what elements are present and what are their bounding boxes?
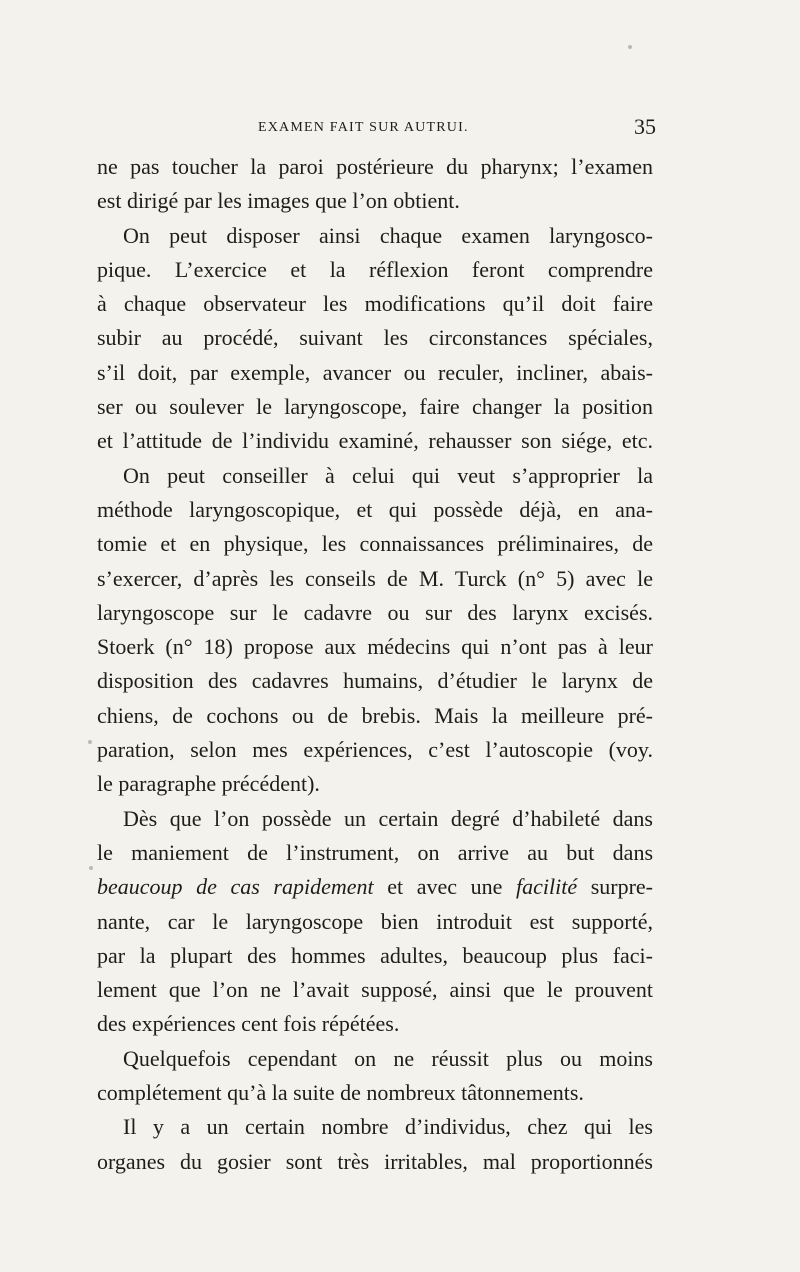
text-line: tomie et en physique, les connaissances préliminaires, de [97, 531, 653, 557]
text-line: ser ou soulever le laryngoscope, faire changer la position [97, 394, 653, 420]
text-line: méthode laryngoscopique, et qui possède déjà, en ana- [97, 496, 653, 522]
text-line: ne pas toucher la paroi postérieure du pharynx; l’examen [97, 154, 653, 179]
text-line: à chaque observateur les modifications qu’il doit faire [97, 291, 653, 317]
text-line: nante, car le laryngoscope bien introduit est supporté, [97, 908, 653, 934]
text-line: pique. L’exercice et la réflexion feront comprendre [97, 256, 653, 282]
italic-word: facilité [516, 874, 578, 900]
text-line: et l’attitude de l’individu examiné, rehausser son siége, etc. [97, 428, 653, 454]
page-number: 35 [634, 114, 656, 139]
text-line: le paragraphe précédent). [97, 771, 320, 797]
paragraph-start: On peut disposer ainsi chaque examen laryngosco- [123, 222, 653, 248]
text-line: est dirigé par les images que l’on obtient. [97, 188, 460, 214]
text-fragment: et avec une [373, 874, 516, 900]
paper-speck [88, 740, 92, 744]
text-line: subir au procédé, suivant les circonstances spéciales, [97, 325, 653, 351]
text-line: des expériences cent fois répétées. [97, 1011, 400, 1037]
running-head [98, 114, 660, 140]
paragraph-start: On peut conseiller à celui qui veut s’approprier la [123, 462, 653, 488]
text-line: disposition des cadavres humains, d’étudier le larynx de [97, 668, 653, 694]
text-line: chiens, de cochons ou de brebis. Mais la meilleure pré- [97, 702, 653, 728]
italic-phrase: beaucoup de cas rapidement [97, 874, 374, 900]
text-line: organes du gosier sont très irritables, mal proportionnés [97, 1148, 653, 1174]
text-line: s’il doit, par exemple, avancer ou reculer, incliner, abais- [97, 359, 653, 385]
running-title: EXAMEN FAIT SUR AUTRUI. [258, 120, 469, 135]
text-line: complétement qu’à la suite de nombreux tâtonnements. [97, 1080, 584, 1106]
body-text [97, 150, 653, 1179]
paper-speck [628, 45, 632, 49]
text-line-mixed [97, 870, 653, 904]
text-line: lement que l’on ne l’avait supposé, ainsi que le prouvent [97, 977, 653, 1003]
text-line: laryngoscope sur le cadavre ou sur des larynx excisés. [97, 599, 653, 625]
paragraph-start: Quelquefois cependant on ne réussit plus ou moins [123, 1045, 653, 1071]
text-line: le maniement de l’instrument, on arrive au but dans [97, 839, 653, 865]
text-line: par la plupart des hommes adultes, beaucoup plus faci- [97, 942, 653, 968]
text-fragment: surpre- [577, 874, 654, 900]
text-line: paration, selon mes expériences, c’est l’autoscopie (voy. [97, 737, 653, 763]
text-line: s’exercer, d’après les conseils de M. Turck (n° 5) avec le [97, 565, 653, 591]
text-line: Stoerk (n° 18) propose aux médecins qui n’ont pas à leur [97, 634, 653, 660]
paragraph-start: Dès que l’on possède un certain degré d’habileté dans [123, 805, 653, 831]
paper-speck [89, 866, 93, 870]
paragraph-start: Il y a un certain nombre d’individus, chez qui les [123, 1114, 653, 1140]
